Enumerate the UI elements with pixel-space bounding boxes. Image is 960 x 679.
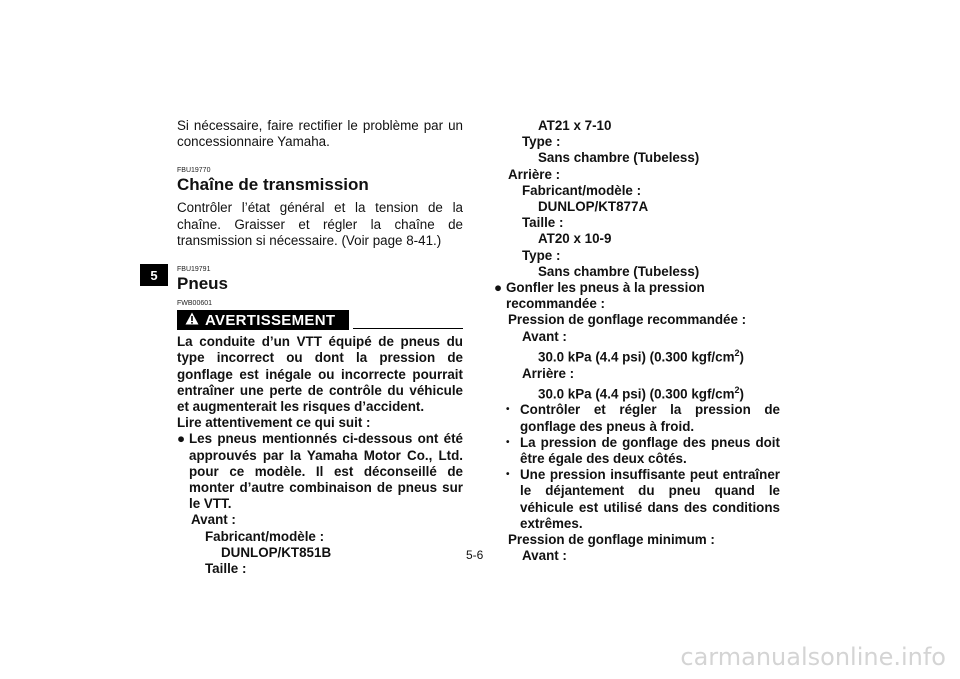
warning-header [177,310,463,330]
warning-rule [353,328,463,329]
left-column [177,118,463,577]
sub-bullet-text: Contrôler et régler la pression de gonflage des pneus à froid. [520,402,780,434]
list-item [494,402,780,434]
spec-label: Arrière : [508,166,561,182]
warning-triangle-icon [185,312,199,329]
section-title-chain: Chaîne de transmission [177,175,369,195]
spec-value: DUNLOP/KT851B [221,544,332,560]
spec-label: Taille : [522,215,564,231]
spec-label: Avant : [522,548,567,564]
warning-label: AVERTISSEMENT [205,311,336,329]
spec-label: Type : [522,247,561,263]
sub-bullet-text: Une pression insuffisante peut entraîner le déjantement du pneu quand le véhicule est utilisé dans des conditions extrêmes. [520,467,780,531]
intro-paragraph: Si nécessaire, faire rectifier le problème par un concessionnaire Yamaha. [177,118,463,150]
superscript: 2 [734,347,740,358]
bullet-icon: ● [494,280,503,296]
watermark: carmanualsonline.info [680,643,946,671]
spec-value: Sans chambre (Tubeless) [538,263,700,279]
bullet-icon: ● [177,431,186,447]
spec-value: Sans chambre (Tubeless) [538,150,700,166]
paren: ) [739,349,744,365]
sub-bullet-text: La pression de gonflage des pneus doit être égale des deux côtés. [520,434,780,466]
bullet-text: Gonfler les pneus à la pression recommandée : [506,280,705,312]
spec-value: AT20 x 10-9 [538,231,612,247]
read-instruction: Lire attentivement ce qui suit : [177,415,371,431]
paren: ) [739,386,744,402]
pressure-rear: 30.0 kPa (4.4 psi) (0.300 kgf/cm [538,386,735,402]
spec-label: Pression de gonflage minimum : [508,532,715,548]
spec-label: Fabricant/modèle : [522,182,642,198]
spec-value: DUNLOP/KT877A [538,199,649,215]
spec-value [494,345,780,366]
warning-text: La conduite d’un VTT équipé de pneus du type incorrect ou dont la pression de gonflage est inégale ou incorrecte pourrait entraîner une perte de contrôle du véhicule et augmenterait les risques d’accident. [177,334,463,415]
spec-value: AT21 x 7-10 [538,118,612,133]
chapter-tab: 5 [140,264,168,286]
warning-badge [177,310,349,330]
spec-label: Pression de gonflage recommandée : [508,312,747,328]
spec-label: Avant : [522,328,567,344]
section-code: FBU19791 [177,266,211,274]
spec-label: Fabricant/modèle : [205,528,325,544]
warning-code: FWB00601 [177,300,213,308]
right-column [494,118,780,564]
spec-value [494,382,780,403]
list-item [494,467,780,532]
list-item [494,280,780,312]
chain-paragraph: Contrôler l’état général et la tension de la chaîne. Graisser et régler la chaîne de transmission si nécessaire. (Voir page 8-41.) [177,200,463,248]
superscript: 2 [734,384,740,395]
list-item [177,431,463,512]
spec-label: Avant : [191,512,236,528]
bullet-icon: • [506,436,510,448]
section-code: FBU19770 [177,167,211,175]
bullet-text: Les pneus mentionnés ci-dessous ont été approuvés par la Yamaha Motor Co., Ltd. pour ce modèle. Il est déconseillé de monter d’autre combinaison de pneus sur le VTT. [189,431,463,512]
section-title-tires: Pneus [177,274,229,294]
spec-label: Taille : [205,561,247,577]
spec-label: Arrière : [522,365,575,381]
bullet-icon: • [506,404,510,416]
page-number: 5-6 [466,548,484,562]
pressure-front: 30.0 kPa (4.4 psi) (0.300 kgf/cm [538,349,735,365]
spec-label: Type : [522,134,561,150]
bullet-icon: • [506,469,510,481]
list-item [494,435,780,467]
